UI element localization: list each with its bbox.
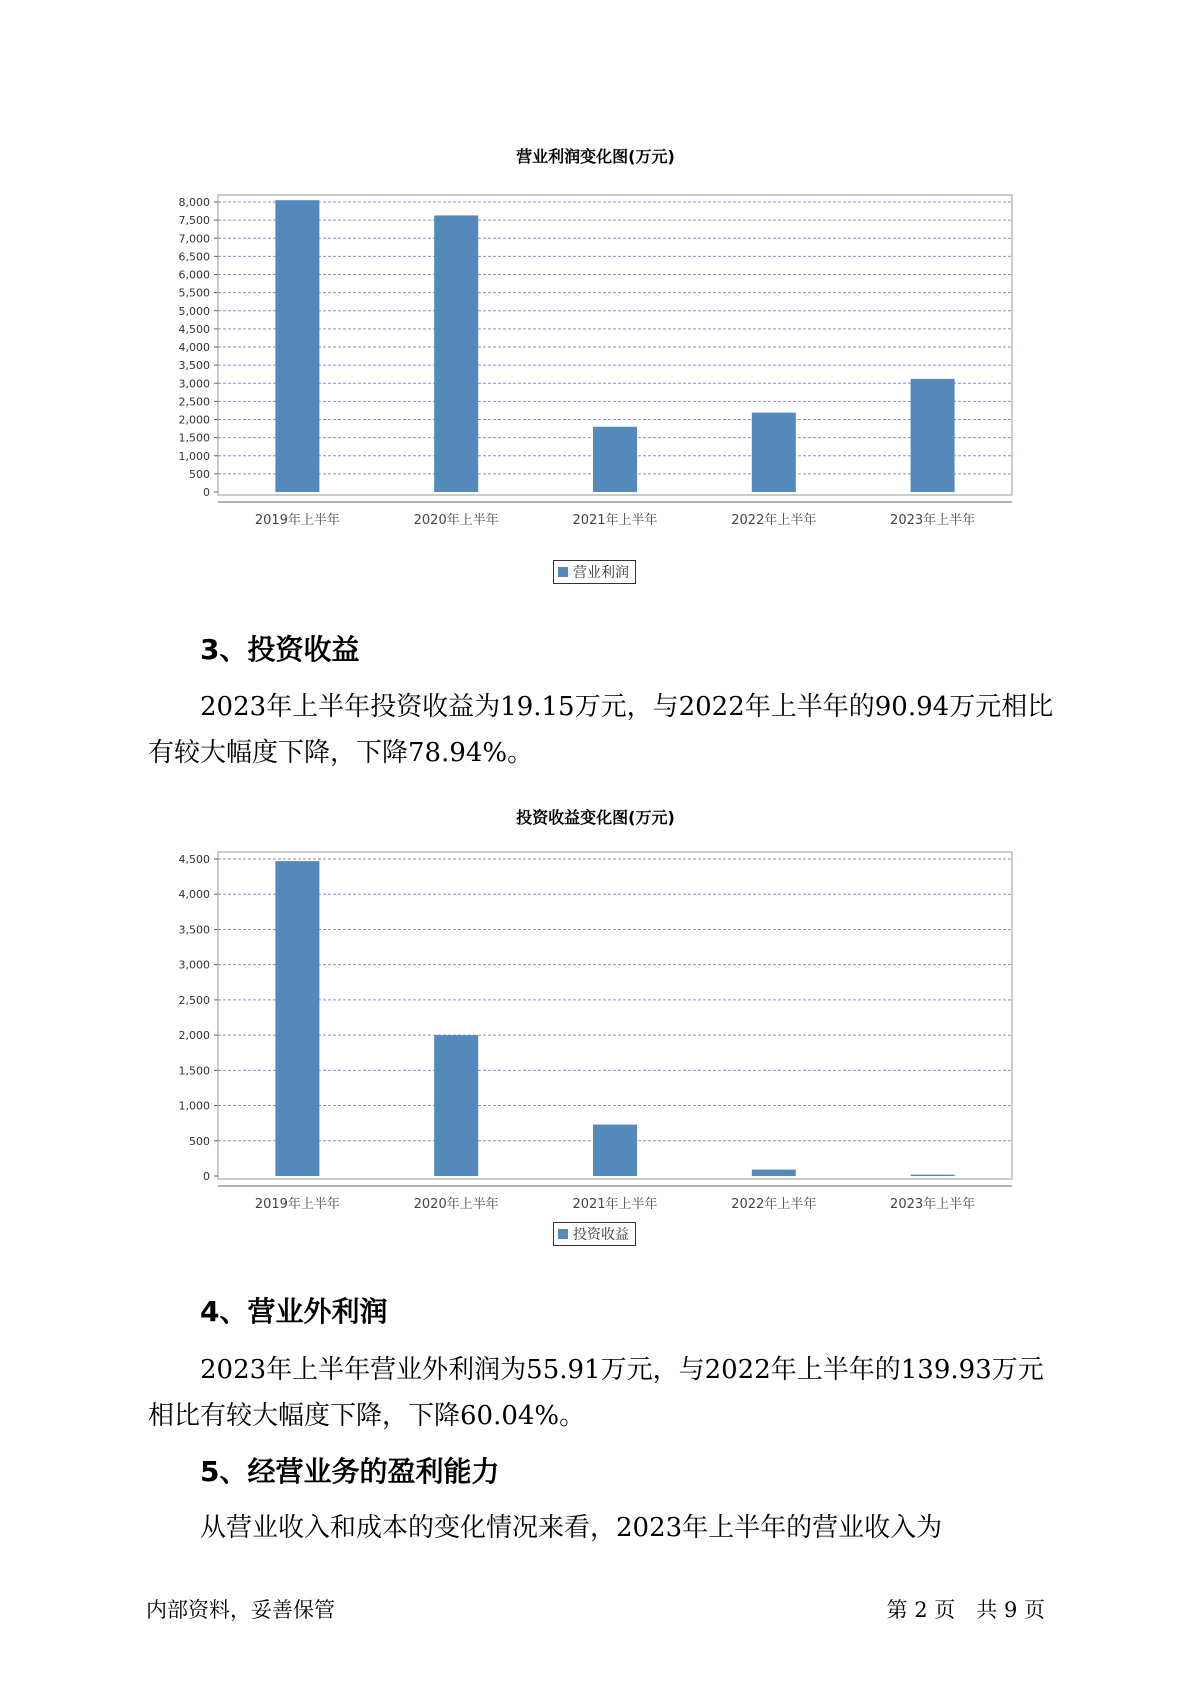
y-tick-label: 3,000 <box>178 377 210 391</box>
bar <box>275 861 319 1176</box>
chart1-legend <box>553 560 636 584</box>
y-tick-label: 4,000 <box>178 341 210 354</box>
y-tick-label: 7,500 <box>178 214 210 228</box>
y-tick-label: 5,500 <box>178 286 210 300</box>
chart2-legend-label: 投资收益 <box>573 1227 629 1243</box>
chart1-title: 营业利润变化图(万元) <box>516 147 675 166</box>
x-tick-label: 2023年上半年 <box>890 1197 976 1212</box>
x-tick-label: 2022年上半年 <box>731 513 817 528</box>
y-tick-label: 3,500 <box>178 923 210 937</box>
bar <box>434 215 478 492</box>
section5-heading: 5、经营业务的盈利能力 <box>200 1455 500 1488</box>
y-tick-label: 500 <box>189 467 210 481</box>
y-tick-label: 1,500 <box>178 431 210 445</box>
y-tick-label: 0 <box>203 486 210 499</box>
x-tick-label: 2020年上半年 <box>413 1197 499 1212</box>
x-tick-label: 2019年上半年 <box>254 513 340 528</box>
footer-left: 内部资料，妥善保管 <box>146 1598 335 1622</box>
y-tick-label: 4,500 <box>178 322 210 336</box>
y-tick-label: 8,000 <box>178 196 210 209</box>
section5-paragraph: 从营业收入和成本的变化情况来看，2023年上半年的营业收入为 <box>200 1513 943 1543</box>
y-tick-label: 500 <box>189 1134 210 1148</box>
x-tick-label: 2020年上半年 <box>413 513 499 528</box>
bar <box>752 1170 796 1176</box>
bar <box>593 427 637 492</box>
section4-heading: 4、营业外利润 <box>200 1295 388 1328</box>
chart1-operating-profit <box>0 178 1191 558</box>
y-tick-label: 3,000 <box>178 958 210 972</box>
y-tick-label: 4,000 <box>178 888 210 902</box>
y-tick-label: 2,500 <box>178 395 210 409</box>
legend-swatch <box>558 1229 568 1239</box>
y-tick-label: 7,000 <box>178 232 210 246</box>
y-tick-label: 3,500 <box>178 359 210 373</box>
bar <box>911 1175 955 1176</box>
y-tick-label: 6,500 <box>178 250 210 264</box>
section3-heading: 3、投资收益 <box>200 633 360 666</box>
bar <box>752 413 796 492</box>
y-tick-label: 6,000 <box>178 268 210 282</box>
bar <box>911 379 955 492</box>
legend-swatch <box>558 567 568 577</box>
section3-paragraph: 2023年上半年投资收益为19.15万元，与2022年上半年的90.94万元相比有较大幅度下降，下降78.94%。 <box>148 692 1054 768</box>
y-tick-label: 1,000 <box>178 1099 210 1113</box>
bar <box>593 1125 637 1176</box>
chart2-investment-income <box>0 838 1191 1218</box>
y-tick-label: 2,000 <box>178 1029 210 1043</box>
y-tick-label: 4,500 <box>178 853 210 866</box>
section4-paragraph: 2023年上半年营业外利润为55.91万元，与2022年上半年的139.93万元相比有较大幅度下降，下降60.04%。 <box>148 1355 1044 1431</box>
y-tick-label: 1,500 <box>178 1064 210 1078</box>
x-tick-label: 2021年上半年 <box>572 1197 658 1212</box>
bar <box>434 1035 478 1176</box>
y-tick-label: 0 <box>203 1170 210 1183</box>
x-tick-label: 2021年上半年 <box>572 513 658 528</box>
footer-page-number: 第 2 页 共 9 页 <box>886 1598 1045 1622</box>
y-tick-label: 2,500 <box>178 993 210 1007</box>
bar <box>275 200 319 492</box>
y-tick-label: 2,000 <box>178 413 210 427</box>
x-tick-label: 2019年上半年 <box>254 1197 340 1212</box>
chart1-legend-label: 营业利润 <box>573 565 629 581</box>
chart2-legend <box>553 1222 636 1246</box>
x-tick-label: 2022年上半年 <box>731 1197 817 1212</box>
x-tick-label: 2023年上半年 <box>890 513 976 528</box>
y-tick-label: 1,000 <box>178 449 210 463</box>
y-tick-label: 5,000 <box>178 304 210 318</box>
chart2-title: 投资收益变化图(万元) <box>516 808 675 827</box>
